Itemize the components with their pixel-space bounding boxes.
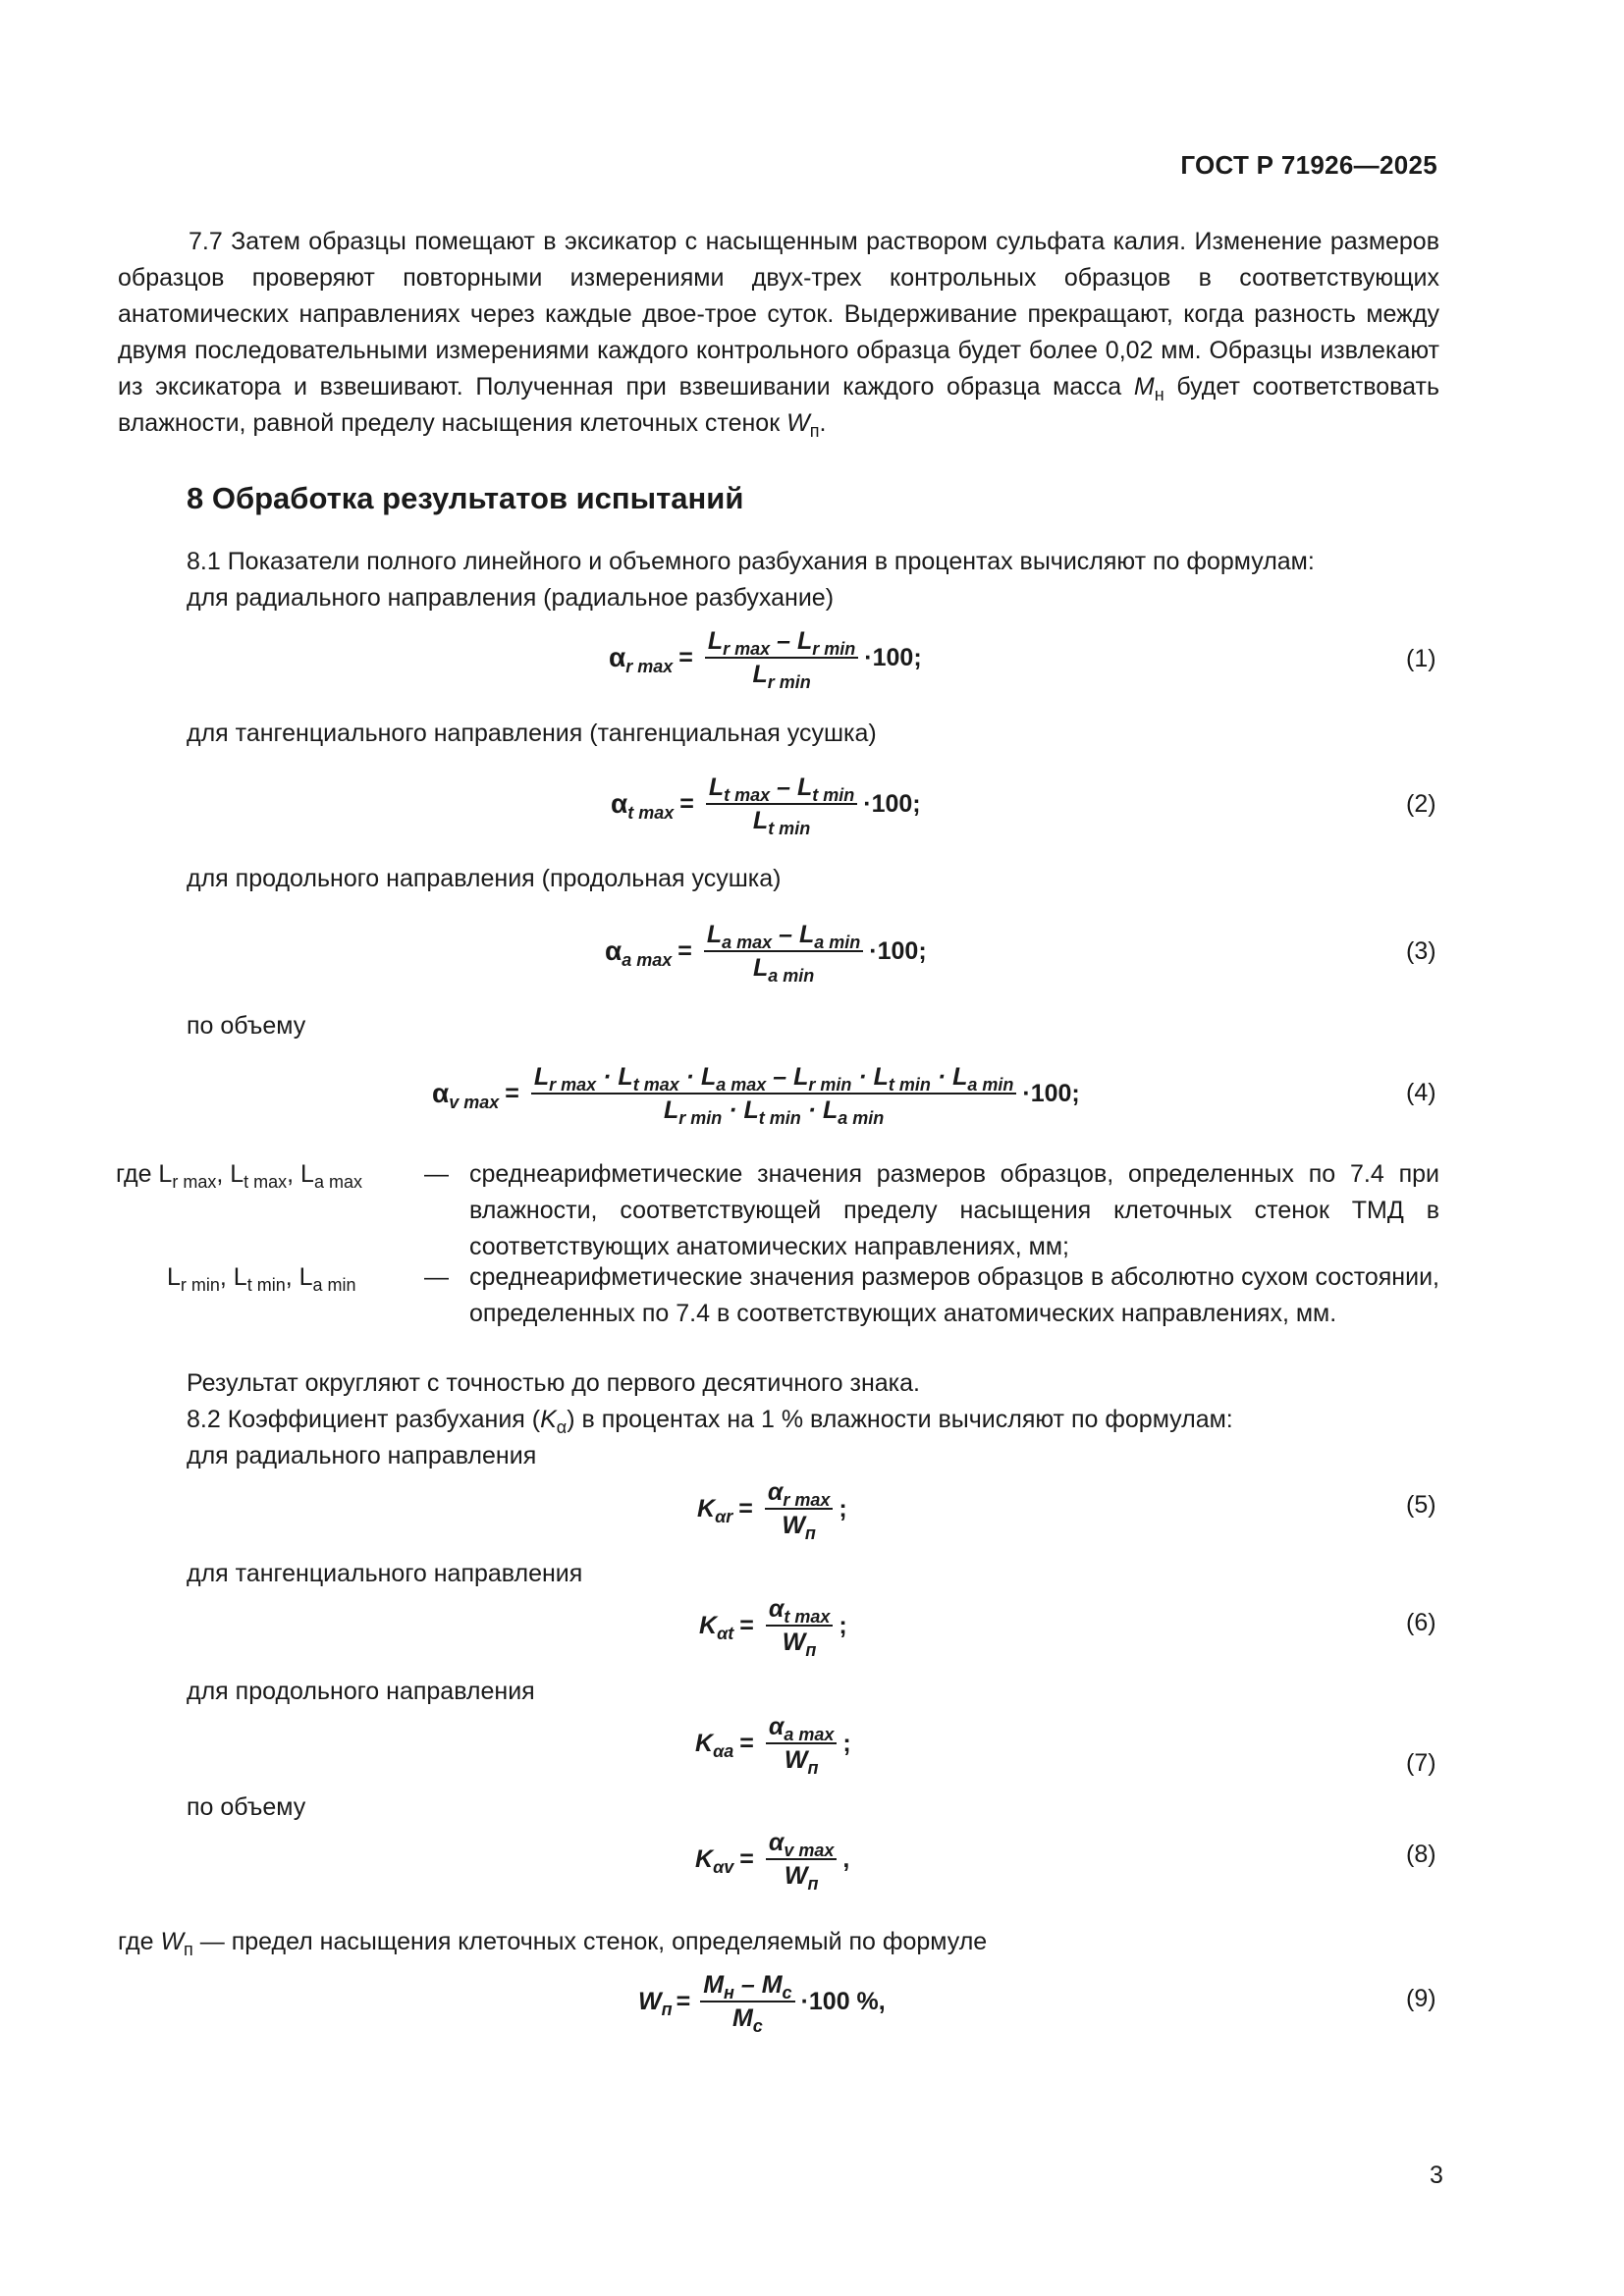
denominator: $L_{r min}$ (752, 661, 811, 692)
fraction (765, 1477, 834, 1543)
numerator: $L_{r max} - L_{r min}$ (705, 626, 858, 659)
p77-text-c: . (819, 409, 827, 437)
formula-9: $W_п$ = $\frac{M_н - M_с}{M_с}$ ·100 %, (638, 1971, 886, 2036)
formula-3: $\alpha_{a max}$ = $\frac{L_{a max} - L_{a min}}{L_{a min}}$ ·100; (605, 921, 927, 986)
p77-text-b: будет соответствовать влажности, равной пределу насыщения клеточных стенок (118, 373, 1439, 437)
equation-number-2: (2) (1406, 790, 1436, 818)
denominator: $L_{r min} \cdot L_{t min} \cdot L_{a min}$ (663, 1096, 885, 1128)
numerator: $\alpha_{t max}$ (766, 1594, 834, 1627)
alpha-symbol: $\alpha_{r max}$ (609, 641, 674, 676)
symbol-m: M (1133, 373, 1155, 400)
denominator: $W_п$ (784, 1746, 819, 1778)
denominator: $W_п$ (784, 1862, 819, 1894)
where-wp: где $W_п$ — предел насыщения клеточных стенок, определяемый по формуле (118, 1928, 988, 1959)
numerator: $L_{a max} - L_{a min}$ (704, 920, 863, 952)
numerator: $\alpha_{r max}$ (765, 1477, 834, 1510)
where-label-max: где $L_{r max}$, $L_{t max}$, $L_{a max}$ (116, 1160, 362, 1192)
symbol-k: K (540, 1406, 557, 1433)
alpha-symbol: $\alpha_{v max}$ (432, 1077, 500, 1112)
fraction (706, 773, 857, 838)
alpha-symbol: $\alpha_{a max}$ (605, 934, 673, 970)
equation-number-4: (4) (1406, 1079, 1436, 1106)
formula-tail: ; (842, 1729, 851, 1757)
numerator: $\alpha_{a max}$ (766, 1712, 838, 1744)
denominator: $L_{t min}$ (752, 807, 811, 838)
longitudinal-intro: для продольного направления (продольная усушка) (187, 865, 782, 892)
formula-2: $\alpha_{t max}$ = $\frac{L_{t max} - L_{t min}}{L_{t min}}$ ·100; (611, 774, 921, 838)
fraction (700, 1970, 794, 2036)
paragraph-8-2: 8.2 Коэффициент разбухания $(K_\alpha)$ в процентах на 1 % влажности вычисляют по формулам: (187, 1406, 1233, 1437)
subscript-alpha: α (556, 1417, 568, 1437)
where-text-max: среднеарифметические значения размеров образцов, определенных по 7.4 при влажности, соответствующей пределу насыщения клеточных стенок ТМД в соответствующих анатомических направлениях, мм; (469, 1160, 1439, 1260)
formula-tail: ·100 %, (800, 1987, 886, 2015)
denominator: $M_с$ (731, 2004, 763, 2036)
denominator: $W_п$ (782, 1512, 816, 1543)
paragraph-8-1: 8.1 Показатели полного линейного и объемного разбухания в процентах вычисляют по формулам: (187, 548, 1315, 575)
numerator: $M_н - M_с$ (700, 1970, 794, 2002)
fraction (705, 626, 858, 692)
numerator: $\alpha_{v max}$ (766, 1828, 838, 1860)
formula-4: $\alpha_{v max}$ = $\frac{L_{r max} \cdot L_{t max} \cdot L_{a max} - L_{r min} \cdot L_{t min} \cdot L_{a min}}{L_{r min} \cdot L_{t min} \cdot L_{a min}}$ ·100; (432, 1063, 1080, 1128)
equation-number-6: (6) (1406, 1609, 1436, 1636)
tangential-intro-2: для тангенциального направления (187, 1560, 583, 1587)
equation-number-9: (9) (1406, 1985, 1436, 2012)
fraction (766, 1828, 838, 1894)
formula-tail: ; (839, 1494, 847, 1522)
equation-number-7: (7) (1406, 1749, 1436, 1777)
symbol-w: W (786, 409, 810, 437)
k-symbol: $K_{\alpha a}$ (695, 1729, 734, 1761)
numerator: $L_{r max} \cdot L_{t max} \cdot L_{a max} - L_{r min} \cdot L_{t min} \cdot L_{a min}$ (531, 1062, 1017, 1095)
formula-1: $\alpha_{r max}$ = $\frac{L_{r max} - L_{r min}}{L_{r min}}$ ·100; (609, 627, 922, 692)
rounding-note: Результат округляют с точностью до первого десятичного знака. (187, 1369, 920, 1397)
p77-text-a: 7.7 Затем образцы помещают в эксикатор с насыщенным раствором сульфата калия. Изменение размеров образцов проверяют повторными измерениями двух-трех контрольных образцов в соответствующих анатомических направлениях через каждые двое-трое суток. Выдерживание прекращают, когда разность между двумя последовательными измерениями каждого контрольного образца будет более 0,02 мм. Образцы извлекают из эксикатора и взвешивают. Полученная при взвешивании каждого образца масса (118, 228, 1439, 400)
denominator: $W_п$ (782, 1629, 817, 1660)
longitudinal-intro-2: для продольного направления (187, 1678, 535, 1705)
radial-intro-2: для радиального направления (187, 1442, 537, 1469)
k-symbol: $K_{\alpha t}$ (699, 1611, 734, 1643)
equation-number-8: (8) (1406, 1841, 1436, 1868)
formula-tail: , (842, 1844, 850, 1873)
formula-tail: ; (839, 1611, 847, 1639)
formula-8: $K_{\alpha v}$ = $\frac{\alpha_{v max}}{W_п}$ , (695, 1829, 850, 1894)
where-dash-min: — (424, 1263, 449, 1291)
radial-intro: для радиального направления (радиальное разбухание) (187, 584, 835, 612)
formula-tail: ·100; (863, 789, 921, 818)
formula-7: $K_{\alpha a}$ = $\frac{\alpha_{a max}}{W_п}$ ; (695, 1713, 851, 1778)
formula-tail: ·100; (1022, 1079, 1080, 1107)
formula-tail: ·100; (864, 643, 922, 671)
formula-6: $K_{\alpha t}$ = $\frac{\alpha_{t max}}{W_п}$ ; (699, 1595, 847, 1660)
equation-number-5: (5) (1406, 1491, 1436, 1519)
alpha-symbol: $\alpha_{t max}$ (611, 787, 675, 823)
subscript-p: п (809, 421, 820, 441)
fraction (704, 920, 863, 986)
fraction (766, 1594, 834, 1660)
equation-number-1: (1) (1406, 645, 1436, 672)
where-text-min: среднеарифметические значения размеров образцов в абсолютно сухом состоянии, определенных по 7.4 в соответствующих анатомических направлениях, мм. (469, 1263, 1439, 1327)
equation-number-3: (3) (1406, 937, 1436, 965)
where-label-min: $L_{r min}$, $L_{t min}$, $L_{a min}$ (167, 1263, 356, 1295)
formula-5: $K_{\alpha r}$ = $\frac{\alpha_{r max}}{W_п}$ ; (697, 1478, 847, 1543)
volume-intro: по объему (187, 1012, 306, 1040)
denominator: $L_{a min}$ (752, 954, 815, 986)
fraction (531, 1062, 1017, 1128)
k-symbol: $K_{\alpha r}$ (697, 1494, 733, 1526)
tangential-intro: для тангенциального направления (тангенциальная усушка) (187, 720, 877, 747)
section-8-heading: 8 Обработка результатов испытаний (187, 481, 744, 515)
volume-intro-2: по объему (187, 1793, 306, 1821)
w-symbol: $W_п$ (638, 1987, 673, 2019)
symbol-w: W (160, 1928, 185, 1955)
numerator: $L_{t max} - L_{t min}$ (706, 773, 857, 805)
k-symbol: $K_{\alpha v}$ (695, 1844, 734, 1877)
fraction (766, 1712, 838, 1778)
page-number: 3 (1430, 2162, 1443, 2189)
formula-tail: ·100; (869, 936, 927, 965)
where-dash-max: — (424, 1160, 449, 1188)
document-header: ГОСТ Р 71926—2025 (1180, 150, 1437, 180)
paragraph-7-7 (118, 224, 1439, 442)
subscript-n: н (1154, 385, 1164, 404)
